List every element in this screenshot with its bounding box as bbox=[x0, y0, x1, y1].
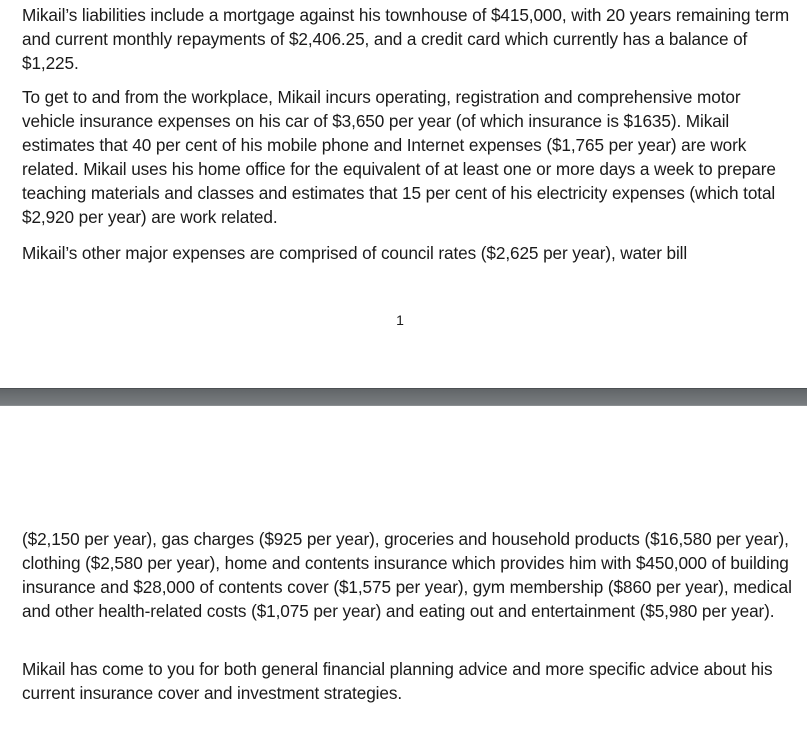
page-number: 1 bbox=[396, 312, 404, 328]
paragraph-other-expenses-continued: ($2,150 per year), gas charges ($925 per year), groceries and household products ($16,580 per year), clothing ($2,580 per year), home and contents insurance which provides him with $450,000 of building insurance and $28,000 of contents cover ($1,575 per year), gym membership ($860 per year), medical and other health-related costs ($1,075 per year) and eating out and entertainment ($5,980 per year). bbox=[22, 529, 792, 621]
document-page-2 bbox=[0, 406, 807, 740]
paragraph-work-expenses: To get to and from the workplace, Mikail incurs operating, registration and comprehensive motor vehicle insurance expenses on his car of $3,650 per year (of which insurance is $1635). Mikail estimates that 40 per cent of his mobile phone and Internet expenses ($1,765 per year) are work related. Mikail uses his home office for the equivalent of at least one or more days a week to prepare teaching materials and classes and estimates that 15 per cent of his electricity expenses (which total $2,920 per year) are work related. bbox=[22, 87, 776, 227]
paragraph-other-expenses-start: Mikail’s other major expenses are comprised of council rates ($2,625 per year), water bill bbox=[22, 243, 688, 263]
page-separator bbox=[0, 388, 807, 406]
paragraph-liabilities: Mikail’s liabilities include a mortgage against his townhouse of $415,000, with 20 years remaining term and current monthly repayments of $2,406.25, and a credit card which currently has a balance of $1,225. bbox=[22, 5, 790, 73]
paragraph-advice-request: Mikail has come to you for both general financial planning advice and more specific advice about his current insurance cover and investment strategies. bbox=[22, 659, 773, 703]
page-separator-top-edge bbox=[0, 388, 807, 389]
